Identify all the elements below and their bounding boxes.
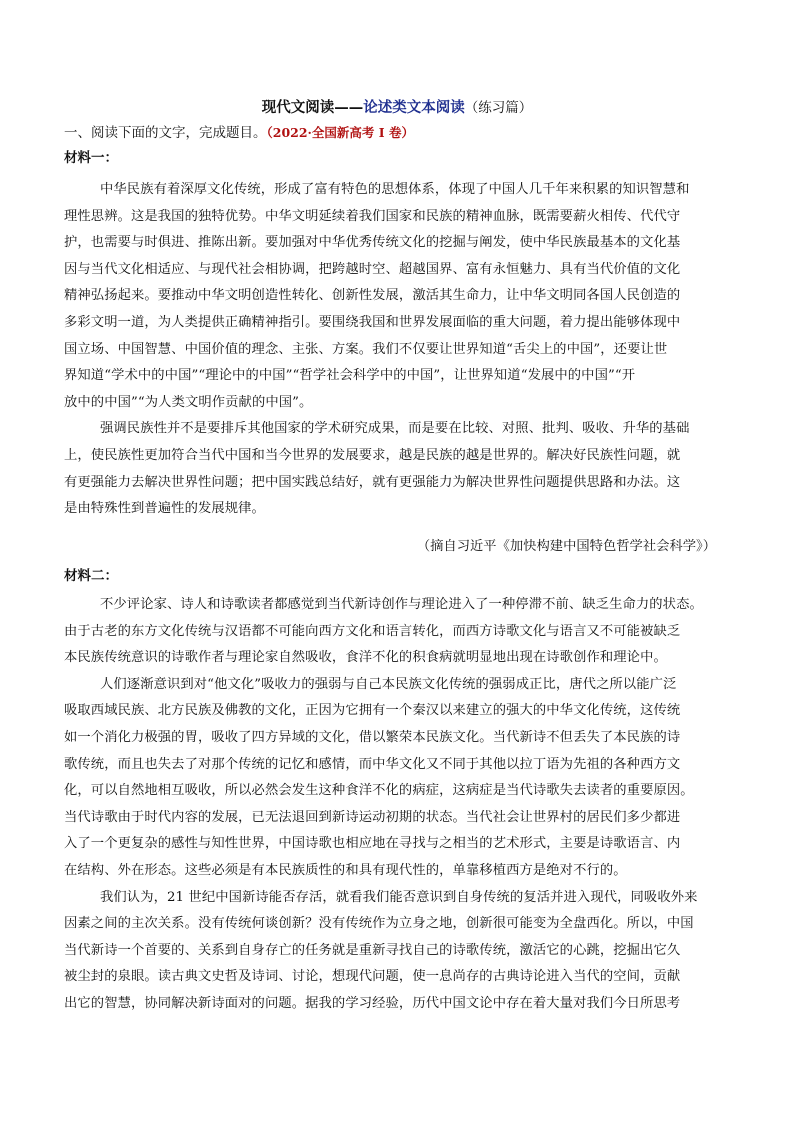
paragraph-line: 不少评论家、诗人和诗歌读者都感觉到当代新诗创作与理论进入了一种停滞不前、缺乏生命力的状态。: [100, 597, 703, 612]
question-intro: [64, 123, 414, 143]
paragraph-line: 我们认为，21 世纪中国新诗能否存活，就看我们能否意识到自身传统的复活并进入现代，同吸收外来: [100, 889, 698, 905]
document-title: [0, 98, 794, 118]
paragraph-line: 护，也需要与时俱进、推陈出新。要加强对中华优秀传统文化的挖掘与阐发，使中华民族最基本的文化基: [64, 235, 681, 251]
paragraph-line: 本民族传统意识的诗歌作者与理论家自然吸收，食洋不化的积食病就明显地出现在诗歌创作和理论中。: [64, 650, 667, 666]
paragraph-line: 吸取西域民族、北方民族及佛教的文化，正因为它拥有一个秦汉以来建立的强大的中华文化传统，这传统: [64, 703, 681, 719]
paragraph-line: 当代诗歌由于时代内容的发展，已无法退回到新诗运动初期的状态。当代社会让世界村的居民们多少都进: [64, 809, 681, 825]
paragraph-line: 是由特殊性到普遍性的发展规律。: [64, 501, 265, 517]
question-source: （2022·全国新高考 Ⅰ 卷）: [266, 125, 414, 140]
paragraph-line: 放中的中国”“为人类文明作贡献的中国”。: [64, 394, 313, 410]
material1-label: 材料一：: [64, 150, 118, 166]
paragraph-line: 人们逐渐意识到对“他文化”吸收力的强弱与自己本民族文化传统的强弱成正比，唐代之所以能广泛: [100, 676, 677, 692]
paragraph-line: 精神弘扬起来。要推动中华文明创造性转化、创新性发展，激活其生命力，让中华文明同各国人民创造的: [64, 288, 681, 304]
material2-body: [64, 592, 724, 1018]
paragraph-line: 如一个消化力极强的胃，吸收了四方异域的文化，借以繁荣本民族文化。当代新诗不但丢失了本民族的诗: [64, 729, 681, 745]
title-main: 现代文阅读——: [261, 99, 364, 116]
paragraph-line: 国立场、中国智慧、中国价值的理念、主张、方案。我们不仅要让世界知道“舌尖上的中国”，还要让世: [64, 341, 668, 357]
paragraph-line: 由于古老的东方文化传统与汉语都不可能向西方文化和语言转化，而西方诗歌文化与语言又不可能被缺乏: [64, 623, 681, 639]
paragraph-line: 出它的智慧，协同解决新诗面对的问题。据我的学习经验，历代中国文论中存在着大量对我们今日所思考: [64, 995, 681, 1011]
paragraph-line: 因素之间的主次关系。没有传统何谈创新？没有传统作为立身之地，创新很可能变为全盘西化。所以，中国: [64, 916, 694, 932]
paragraph-line: 入了一个更复杂的感性与知性世界，中国诗歌也相应地在寻找与之相当的艺术形式，主要是诗歌语言、内: [64, 836, 681, 852]
paragraph-line: 因与当代文化相适应、与现代社会相协调，把跨越时空、超越国界、富有永恒魅力、具有当代价值的文化: [64, 261, 681, 277]
material1-body: [64, 177, 724, 523]
paragraph-line: 歌传统，而且也失去了对那个传统的记忆和感情，而中华文化又不同于其他以拉丁语为先祖的各种西方文: [64, 756, 681, 772]
paragraph-line: 理性思辨。这是我国的独特优势。中华文明延续着我们国家和民族的精神血脉，既需要薪火相传、代代守: [64, 208, 681, 224]
paragraph-line: 在结构、外在形态。这些必须是有本民族质性的和具有现代性的，单靠移植西方是绝对不行的。: [64, 862, 627, 878]
paragraph-line: 当代新诗一个首要的、关系到自身存亡的任务就是重新寻找自己的诗歌传统，激活它的心跳，挖掘出它久: [64, 942, 681, 958]
question-instruction: 一、阅读下面的文字，完成题目。: [64, 125, 267, 141]
paragraph-line: 界知道“学术中的中国”“理论中的中国”“哲学社会科学中的中国”，让世界知道“发展中的中国”“开: [64, 368, 636, 384]
paragraph-line: 强调民族性并不是要排斥其他国家的学术研究成果，而是要在比较、对照、批判、吸收、升华的基础: [100, 421, 690, 437]
paragraph-line: 化，可以自然地相互吸收，所以必然会发生这种食洋不化的病症，这病症是当代诗歌失去读者的重要原因。: [64, 783, 694, 799]
material1-citation: （摘自习近平《加快构建中国特色哲学社会科学》）: [416, 539, 716, 554]
title-highlight: 论述类文本阅读: [363, 99, 465, 116]
paragraph-line: 多彩文明一道，为人类提供正确精神指引。要围绕我国和世界发展面临的重大问题，着力提出能够体现中: [64, 314, 681, 330]
paragraph-line: 被尘封的泉眼。读古典文史哲及诗词、讨论，想现代问题，使一息尚存的古典诗论进入当代的空间，贡献: [64, 969, 681, 985]
paragraph-line: 中华民族有着深厚文化传统，形成了富有特色的思想体系，体现了中国人几千年来积累的知识智慧和: [100, 182, 690, 197]
paragraph-line: 有更强能力去解决世界性问题；把中国实践总结好，就有更强能力为解决世界性问题提供思路和办法。这: [64, 474, 681, 490]
material2-label: 材料二：: [64, 568, 118, 584]
title-note: （练习篇）: [464, 100, 533, 116]
paragraph-line: 上，使民族性更加符合当代中国和当今世界的发展要求，越是民族的越是世界的。解决好民族性问题，就: [64, 447, 681, 463]
